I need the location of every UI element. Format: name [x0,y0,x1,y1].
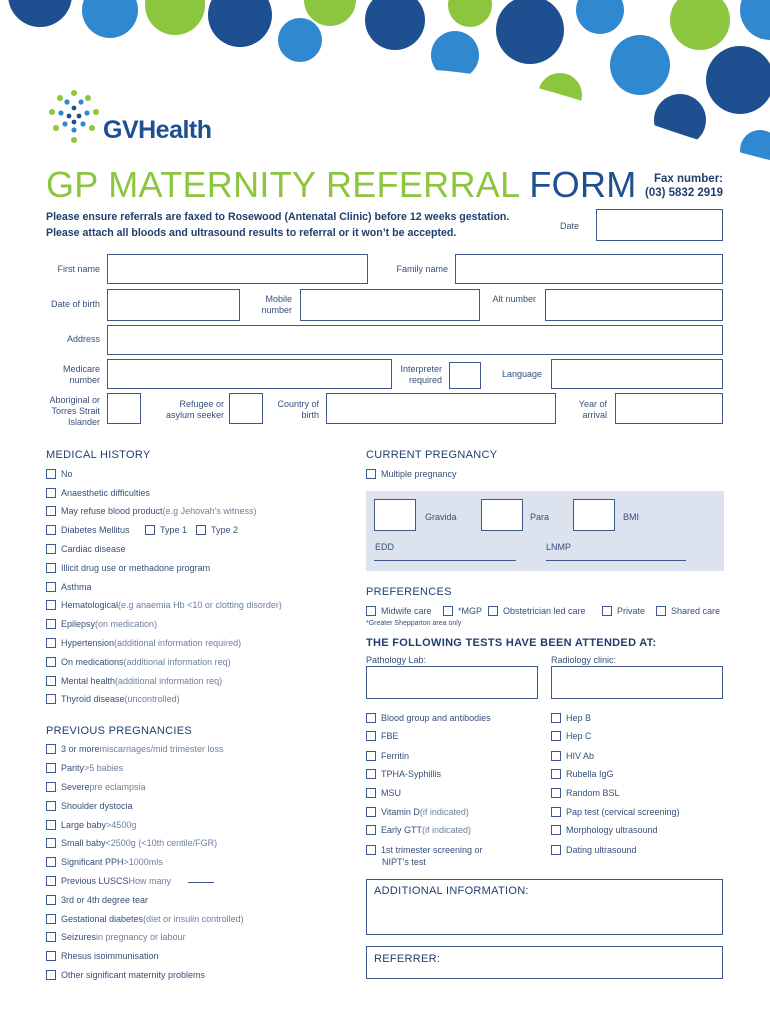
medical-history-checkbox-item[interactable] [46,676,222,686]
checkbox[interactable] [46,838,56,848]
checkbox[interactable] [366,845,376,855]
checkbox[interactable] [366,825,376,835]
gvhealth-logo-icon [44,88,104,146]
intro-text: Please ensure referrals are faxed to Rosewood (Antenatal Clinic) before 12 weeks gestation. Please attach all bloods and ultrasound results to referral or it won’t be accepted. [46,211,510,239]
medical-history-label: Hematological [61,600,119,610]
medicare-label: Medicare number [62,364,100,385]
pref-midwife-checkbox[interactable]: Midwife care [366,606,432,616]
test-left-label: Vitamin D [381,807,420,817]
tests-title: THE FOLLOWING TESTS HAVE BEEN ATTENDED AT: [366,637,657,649]
previous-pregnancy-label: Previous LUSCS [61,876,129,886]
medical-history-checkbox-item[interactable] [46,506,256,516]
previous-pregnancy-checkbox-item[interactable] [46,801,133,811]
previous-pregnancy-checkbox-item[interactable] [46,876,171,886]
year-arrival-field[interactable] [615,393,723,424]
family-name-label: Family name [396,264,448,274]
checkbox[interactable] [46,638,56,648]
preferences-note: *Greater Shepparton area only [366,620,462,627]
test-left-checkbox-item[interactable] [366,731,399,741]
date-field[interactable] [596,209,723,241]
dob-label: Date of birth [50,299,100,309]
page-title: GP MATERNITY REFERRAL FORM [46,164,637,205]
previous-pregnancy-checkbox-item[interactable] [46,895,148,905]
edd-label: EDD [375,542,395,552]
checkbox[interactable] [46,469,56,479]
multiple-pregnancy-checkbox[interactable]: Multiple pregnancy [366,469,457,479]
previous-pregnancy-checkbox-item[interactable] [46,763,123,773]
language-field[interactable] [551,359,723,389]
checkbox[interactable] [551,731,561,741]
checkbox[interactable] [46,801,56,811]
previous-pregnancy-label: Large baby [61,820,107,830]
luscs-count-line[interactable] [188,882,214,883]
medical-history-note: (e.g Jehovah’s witness) [162,506,257,516]
medical-history-label: May refuse blood product [61,506,163,516]
test-right-label: Dating ultrasound [566,845,637,855]
previous-pregnancy-note: How many [128,876,172,886]
radiology-label: Radiology clinic: [551,655,617,665]
test-right-label: Hep B [566,713,592,723]
test-left-label: 1st trimester screening or [381,845,483,855]
medical-history-checkbox-item[interactable] [46,488,150,498]
medical-history-note: (uncontrolled) [124,694,180,704]
test-left-checkbox-item[interactable] [366,751,409,761]
previous-pregnancy-label: Severe [61,782,90,792]
previous-pregnancy-label: Other significant maternity problems [61,970,206,980]
language-label: Language [501,369,543,379]
para-field[interactable] [481,499,523,531]
medical-history-note: (additional information req) [115,676,223,686]
previous-pregnancy-checkbox-item[interactable] [46,782,146,792]
previous-pregnancy-checkbox-item[interactable] [46,744,224,754]
test-left-checkbox-item[interactable] [366,769,441,779]
previous-pregnancy-label: Small baby [61,838,106,848]
checkbox[interactable] [46,676,56,686]
checkbox[interactable] [46,895,56,905]
previous-pregnancy-label: Shoulder dystocia [61,801,133,811]
checkbox[interactable] [46,657,56,667]
alt-number-field[interactable] [545,289,723,321]
checkbox[interactable] [551,788,561,798]
previous-pregnancy-label: 3rd or 4th degree tear [61,895,149,905]
previous-pregnancy-label: Significant PPH [61,857,124,867]
country-label: Country of birth [277,399,319,420]
test-right-label: Hep C [566,731,592,741]
current-pregnancy-title: CURRENT PREGNANCY [366,449,498,461]
previous-pregnancy-note: <2500g (<10th centile/FGR) [105,838,218,848]
checkbox[interactable] [46,563,56,573]
alt-number-label: Alt number [492,294,536,304]
address-label: Address [66,334,100,344]
diabetes-type2-label: Type 2 [211,525,239,535]
test-left-label: FBE [381,731,399,741]
previous-pregnancy-note: >4500g [106,820,137,830]
test-right-checkbox-item[interactable] [551,769,614,779]
year-arrival-label: Year of arrival [578,399,607,420]
previous-pregnancy-label: Gestational diabetes [61,914,144,924]
test-right-checkbox-item[interactable] [551,825,658,835]
checkbox[interactable] [366,731,376,741]
checkbox[interactable] [551,845,561,855]
checkbox[interactable] [46,951,56,961]
medical-history-checkbox-item[interactable] [46,657,231,667]
current-pregnancy-panel [366,491,724,571]
refugee-label: Refugee or asylum seeker [165,399,224,420]
medical-history-checkbox-item[interactable] [46,563,210,573]
checkbox[interactable] [551,825,561,835]
edd-line[interactable] [374,560,516,561]
bmi-field[interactable] [573,499,615,531]
checkbox[interactable] [46,506,56,516]
medical-history-note: (e.g anaemia Hb <10 or clotting disorder) [118,600,282,610]
date-label: Date [560,221,580,231]
checkbox[interactable] [46,525,56,535]
previous-pregnancies-title: PREVIOUS PREGNANCIES [46,725,192,737]
lnmp-line[interactable] [546,560,686,561]
previous-pregnancy-checkbox-item[interactable] [46,951,159,961]
checkbox[interactable] [46,857,56,867]
previous-pregnancy-checkbox-item[interactable] [46,857,163,867]
test-right-label: HIV Ab [566,751,595,761]
lnmp-label: LNMP [546,542,572,552]
medical-history-label: Diabetes Mellitus [61,525,130,535]
checkbox[interactable] [46,820,56,830]
medical-history-note: (additional information req) [123,657,231,667]
test-left-checkbox-item[interactable] [366,788,401,798]
additional-info-title: ADDITIONAL INFORMATION: [374,885,529,897]
referrer-title: REFERRER: [374,953,441,965]
checkbox[interactable] [366,807,376,817]
checkbox[interactable] [551,807,561,817]
previous-pregnancy-note: >5 babies [84,763,124,773]
gravida-field[interactable] [374,499,416,531]
previous-pregnancy-label: 3 or more [61,744,100,754]
medical-history-note: (on medication) [95,619,158,629]
pref-obstetrician-checkbox[interactable]: Obstetrician led care [488,606,586,616]
pref-shared-checkbox[interactable]: Shared care [656,606,720,616]
previous-pregnancy-note: pre eclampsia [89,782,146,792]
aboriginal-checkbox[interactable] [107,393,141,424]
previous-pregnancy-checkbox-item[interactable] [46,932,186,942]
previous-pregnancy-checkbox-item[interactable] [46,970,205,980]
test-left-checkbox-item[interactable] [366,825,471,835]
dob-field[interactable] [107,289,240,321]
previous-pregnancy-note: >1000mls [123,857,163,867]
checkbox[interactable] [551,713,561,723]
previous-pregnancy-checkbox-item[interactable] [46,820,136,830]
test-right-label: Pap test (cervical screening) [566,807,680,817]
medical-history-checkbox-item[interactable] [46,638,241,648]
pathology-label: Pathology Lab: [366,655,427,665]
test-right-checkbox-item[interactable] [551,807,680,817]
medical-history-title: MEDICAL HISTORY [46,449,151,461]
pathology-field[interactable] [366,666,538,699]
mobile-field[interactable] [300,289,480,321]
para-label: Para [530,512,550,522]
previous-pregnancy-note: in pregnancy or labour [96,932,186,942]
medical-history-label: No [61,469,73,479]
checkbox[interactable] [46,619,56,629]
previous-pregnancy-note: (diet or insulin controlled) [143,914,244,924]
test-left-checkbox-item[interactable] [366,807,469,817]
medical-history-label: Thyroid disease [61,694,125,704]
checkbox[interactable] [366,713,376,723]
family-name-field[interactable] [455,254,723,284]
fax-info: Fax number: (03) 5832 2919 [644,173,723,199]
checkbox[interactable] [366,769,376,779]
test-right-checkbox-item[interactable] [551,751,594,761]
checkbox[interactable] [46,970,56,980]
radiology-field[interactable] [551,666,723,699]
interpreter-checkbox[interactable] [449,362,481,389]
test-right-checkbox-item[interactable] [551,788,620,798]
diabetes-type2-checkbox[interactable] [196,525,238,535]
checkbox[interactable] [366,751,376,761]
test-right-checkbox-item[interactable] [551,713,591,723]
checkbox[interactable] [46,782,56,792]
medical-history-label: Mental health [61,676,116,686]
previous-pregnancy-label: Seizures [61,932,97,942]
checkbox[interactable] [46,488,56,498]
first-name-field[interactable] [107,254,368,284]
medicare-field[interactable] [107,359,392,389]
medical-history-label: Cardiac disease [61,544,126,554]
medical-history-label: Epilepsy [61,619,96,629]
test-left-checkbox-item[interactable] [366,845,483,855]
pref-mgp-checkbox[interactable]: *MGP [443,606,482,616]
country-field[interactable] [326,393,556,424]
medical-history-checkbox-item[interactable] [46,619,157,629]
test-right-label: Rubella IgG [566,769,614,779]
checkbox[interactable] [46,763,56,773]
test-left-label: Blood group and antibodies [381,713,491,723]
checkbox[interactable] [551,769,561,779]
checkbox[interactable] [366,788,376,798]
nipt-label: NIPT’s test [382,857,426,867]
test-right-checkbox-item[interactable] [551,845,637,855]
test-left-note: (if indicated) [422,825,472,835]
refugee-checkbox[interactable] [229,393,263,424]
mobile-label: Mobile number [261,294,292,315]
checkbox[interactable] [46,694,56,704]
checkbox[interactable] [46,876,56,886]
test-left-label: MSU [381,788,401,798]
checkbox[interactable] [46,932,56,942]
checkbox[interactable] [551,751,561,761]
gravida-label: Gravida [425,512,457,522]
checkbox[interactable] [46,582,56,592]
aboriginal-label: Aboriginal or Torres Strait Islander [49,395,100,427]
checkbox[interactable] [46,600,56,610]
test-left-note: (if indicated) [419,807,469,817]
test-right-label: Random BSL [566,788,620,798]
medical-history-checkbox-item[interactable] [46,469,73,479]
first-name-label: First name [57,264,100,274]
medical-history-checkbox-item[interactable] [46,694,180,704]
medical-history-label: Hypertension [61,638,115,648]
medical-history-checkbox-item[interactable] [46,600,282,610]
medical-history-label: On medications [61,657,124,667]
medical-history-checkbox-item[interactable] [46,544,126,554]
medical-history-label: Anaesthetic difficulties [61,488,150,498]
previous-pregnancy-checkbox-item[interactable] [46,914,244,924]
checkbox[interactable] [46,544,56,554]
checkbox[interactable] [46,744,56,754]
previous-pregnancy-note: miscarriages/mid trimester loss [99,744,224,754]
logo-wordmark: GVHealth [103,116,212,144]
previous-pregnancy-checkbox-item[interactable] [46,838,217,848]
test-right-label: Morphology ultrasound [566,825,658,835]
test-right-checkbox-item[interactable] [551,731,592,741]
checkbox[interactable] [46,914,56,924]
test-left-label: TPHA-Syphillis [381,769,442,779]
preferences-title: PREFERENCES [366,586,452,598]
test-left-label: Ferritin [381,751,410,761]
diabetes-type1-checkbox[interactable] [145,525,187,535]
test-left-checkbox-item[interactable] [366,713,491,723]
address-field[interactable] [107,325,723,355]
medical-history-checkbox-item[interactable] [46,525,130,535]
diabetes-type1-label: Type 1 [160,525,188,535]
medical-history-label: Illicit drug use or methadone program [61,563,211,573]
previous-pregnancy-label: Rhesus isoimmunisation [61,951,159,961]
previous-pregnancy-label: Parity [61,763,85,773]
interpreter-label: Interpreter required [400,364,442,385]
medical-history-label: Asthma [61,582,92,592]
pref-private-checkbox[interactable]: Private [602,606,645,616]
bmi-label: BMI [623,512,640,522]
test-left-label: Early GTT [381,825,423,835]
medical-history-checkbox-item[interactable] [46,582,92,592]
medical-history-note: (additional information required) [114,638,242,648]
